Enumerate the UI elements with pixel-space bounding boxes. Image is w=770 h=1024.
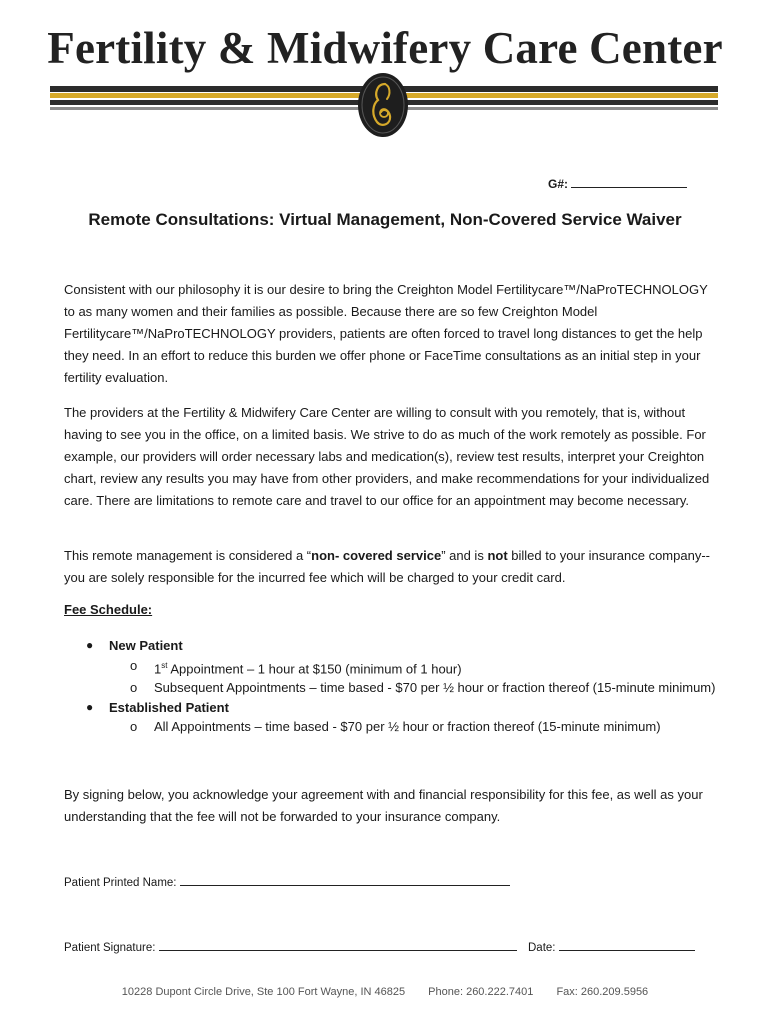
mother-child-logo-icon (357, 72, 409, 138)
date-label: Date: (528, 942, 556, 954)
intro-paragraph: Consistent with our philosophy it is our desire to bring the Creighton Model Fertilitycare™/NaProTECHNOLOGY to as many women and their families as possible. Because there are so few Creighton Model Fertilitycare™/NaProTECHNOLOGY providers, patients are often forced to travel long distances to get the help they need. In an effort to reduce this burden we offer phone or FaceTime consultations as an initial step in your fertility evaluation. (64, 282, 708, 385)
footer-fax: Fax: 260.209.5956 (556, 986, 649, 998)
signature-line[interactable] (159, 938, 517, 951)
g-number-line[interactable] (571, 175, 687, 188)
signature-label: Patient Signature: (64, 942, 156, 954)
footer-contact (0, 986, 770, 998)
signature-field (64, 938, 517, 954)
document-title: Remote Consultations: Virtual Management, Non-Covered Service Waiver (88, 210, 682, 229)
bullet-icon: ● (86, 638, 94, 652)
footer-phone: Phone: 260.222.7401 (428, 986, 534, 998)
g-number-label: G#: (548, 177, 569, 191)
printed-name-label: Patient Printed Name: (64, 877, 177, 889)
providers-paragraph: The providers at the Fertility & Midwifery Care Center are willing to consult with you remotely, that is, without having to see you in the office, on a limited basis. We strive to do as much of the work remotely as possible. For example, our providers will order necessary labs and medication(s), review test results, interpret your Creighton chart, review any results you may have from other providers, and make recommendations for your individualized care. There are limitations to remote care and travel to our office for an appointment may become necessary. (64, 405, 710, 508)
list-item: o Subsequent Appointments – time based - $70 per ½ hour or fraction thereof (15-minute minimum) (64, 678, 724, 698)
non-covered-paragraph: This remote management is considered a “non- covered service” and is not billed to your insurance company--you are solely responsible for the incurred fee which will be charged to your credit card. (64, 548, 710, 585)
printed-name-line[interactable] (180, 873, 510, 886)
list-item: o All Appointments – time based - $70 per ½ hour or fraction thereof (15-minute minimum) (64, 717, 724, 737)
bullet-icon: ● (86, 699, 94, 714)
list-item: o 1st Appointment – 1 hour at $150 (minimum of 1 hour) (130, 657, 462, 676)
fee-schedule-list (64, 636, 724, 737)
circle-bullet-icon: o (130, 719, 138, 735)
footer-address: 10228 Dupont Circle Drive, Ste 100 Fort Wayne, IN 46825 (121, 986, 406, 998)
clinic-name-header: Fertility & Midwifery Care Center (47, 23, 723, 73)
circle-bullet-icon: o (130, 680, 138, 696)
fee-schedule-heading: Fee Schedule: (64, 602, 153, 617)
acknowledgement-paragraph: By signing below, you acknowledge your agreement with and financial responsibility for this fee, as well as your understanding that the fee will not be forwarded to your insurance company. (64, 787, 703, 824)
printed-name-field (64, 873, 510, 889)
g-number-field (548, 175, 687, 191)
list-item: ● Established Patient (64, 698, 724, 718)
date-line[interactable] (559, 938, 695, 951)
date-field (528, 938, 695, 954)
list-item: ● New Patient (64, 636, 724, 656)
circle-bullet-icon: o (130, 657, 138, 673)
